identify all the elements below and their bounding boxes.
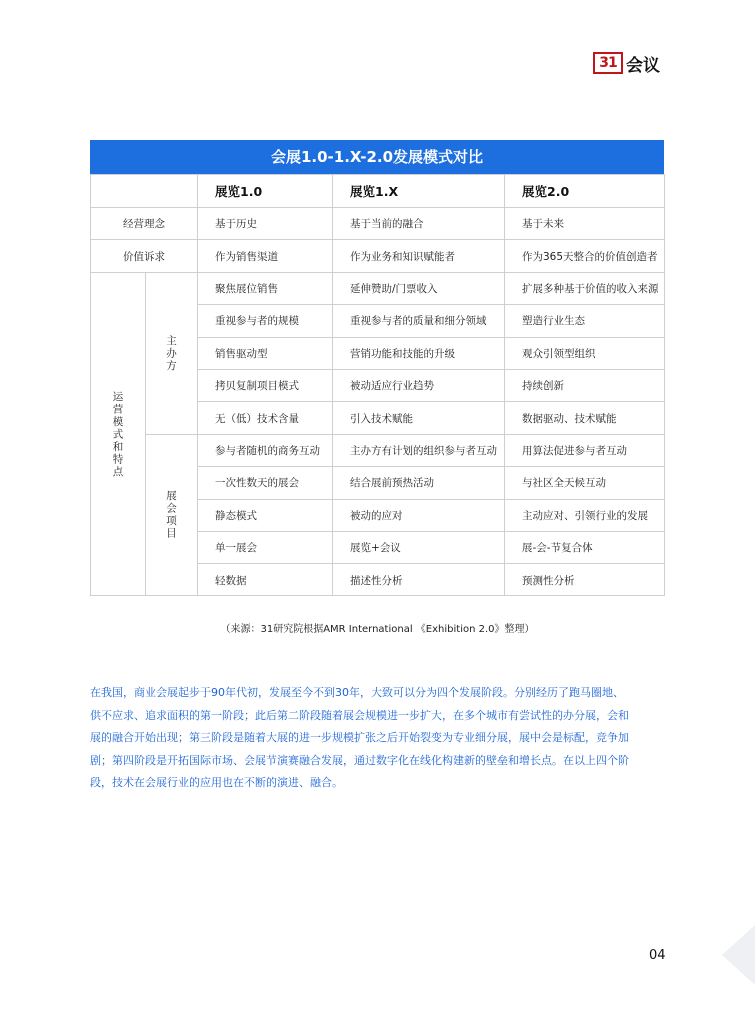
table-cell: 销售驱动型	[198, 337, 333, 369]
table-cell: 聚焦展位销售	[198, 272, 333, 304]
table-cell: 持续创新	[505, 369, 665, 401]
table-cell: 作为业务和知识赋能者	[333, 239, 505, 271]
paragraph-line: 剧；第四阶段是开拓国际市场、会展节演赛融合发展，通过数字化在线化构建新的壁垒和增长点。在以上四个阶	[90, 753, 629, 767]
table-cell: 重视参与者的规模	[198, 304, 333, 336]
table-cell: 营销功能和技能的升级	[333, 337, 505, 369]
table-title: 会展1.0-1.X-2.0发展模式对比	[90, 140, 664, 174]
body-paragraph	[90, 682, 670, 795]
paragraph-line: 供不应求、追求面积的第一阶段；此后第二阶段随着展会规模进一步扩大，在多个城市有尝试性的办分展，会和	[90, 708, 629, 722]
table-cell: 一次性数天的展会	[198, 466, 333, 498]
table-cell: 作为365天整合的价值创造者	[505, 239, 665, 271]
paragraph-line: 在我国，商业会展起步于90年代初，发展至今不到30年，大致可以分为四个发展阶段。分别经历了跑马圈地、	[90, 686, 624, 699]
group-label: 运营模式和特点	[91, 272, 146, 596]
logo-text: 会议	[626, 55, 660, 76]
table-cell: 轻数据	[198, 563, 333, 595]
table-cell: 展-会-节复合体	[505, 531, 665, 563]
table-cell: 被动适应行业趋势	[333, 369, 505, 401]
table-cell: 单一展会	[198, 531, 333, 563]
table-header-cell: 展览1.0	[198, 174, 333, 207]
table-cell: 基于历史	[198, 207, 333, 239]
table-cell: 展览+会议	[333, 531, 505, 563]
table-cell: 与社区全天候互动	[505, 466, 665, 498]
table-cell: 结合展前预热活动	[333, 466, 505, 498]
table-cell: 预测性分析	[505, 563, 665, 595]
logo	[593, 52, 665, 74]
page-corner-decoration	[722, 925, 755, 985]
table-cell: 拷贝复制项目模式	[198, 369, 333, 401]
subgroup-label: 主办方	[146, 272, 198, 434]
comparison-table	[90, 174, 664, 596]
table-header-empty	[91, 174, 198, 207]
table-cell: 被动的应对	[333, 499, 505, 531]
table-cell: 重视参与者的质量和细分领域	[333, 304, 505, 336]
table-cell: 引入技术赋能	[333, 401, 505, 433]
page-number: 04	[649, 948, 666, 963]
subgroup-label: 展会项目	[146, 434, 198, 596]
table-cell: 无（低）技术含量	[198, 401, 333, 433]
table-cell: 参与者随机的商务互动	[198, 434, 333, 466]
paragraph-line: 段，技术在会展行业的应用也在不断的演进、融合。	[90, 776, 343, 789]
table-cell: 基于未来	[505, 207, 665, 239]
table-cell: 静态模式	[198, 499, 333, 531]
logo-mark: 31	[593, 52, 623, 74]
table-cell: 描述性分析	[333, 563, 505, 595]
row-label: 经营理念	[91, 207, 198, 239]
table-cell: 塑造行业生态	[505, 304, 665, 336]
table-cell: 作为销售渠道	[198, 239, 333, 271]
row-label: 价值诉求	[91, 239, 198, 271]
paragraph-line: 展的融合开始出现；第三阶段是随着大展的进一步规模扩张之后开始裂变为专业细分展，展中会是标配，竞争加	[90, 731, 629, 744]
table-cell: 主办方有计划的组织参与者互动	[333, 434, 505, 466]
source-note: （来源：31研究院根据AMR International 《Exhibition 2.0》整理）	[220, 624, 535, 635]
table-cell: 用算法促进参与者互动	[505, 434, 665, 466]
table-cell: 基于当前的融合	[333, 207, 505, 239]
table-cell: 数据驱动、技术赋能	[505, 401, 665, 433]
table-cell: 扩展多种基于价值的收入来源	[505, 272, 665, 304]
table-cell: 主动应对、引领行业的发展	[505, 499, 665, 531]
table-cell: 延伸赞助/门票收入	[333, 272, 505, 304]
table-cell: 观众引领型组织	[505, 337, 665, 369]
table-header-cell: 展览2.0	[505, 174, 665, 207]
table-header-cell: 展览1.X	[333, 174, 505, 207]
